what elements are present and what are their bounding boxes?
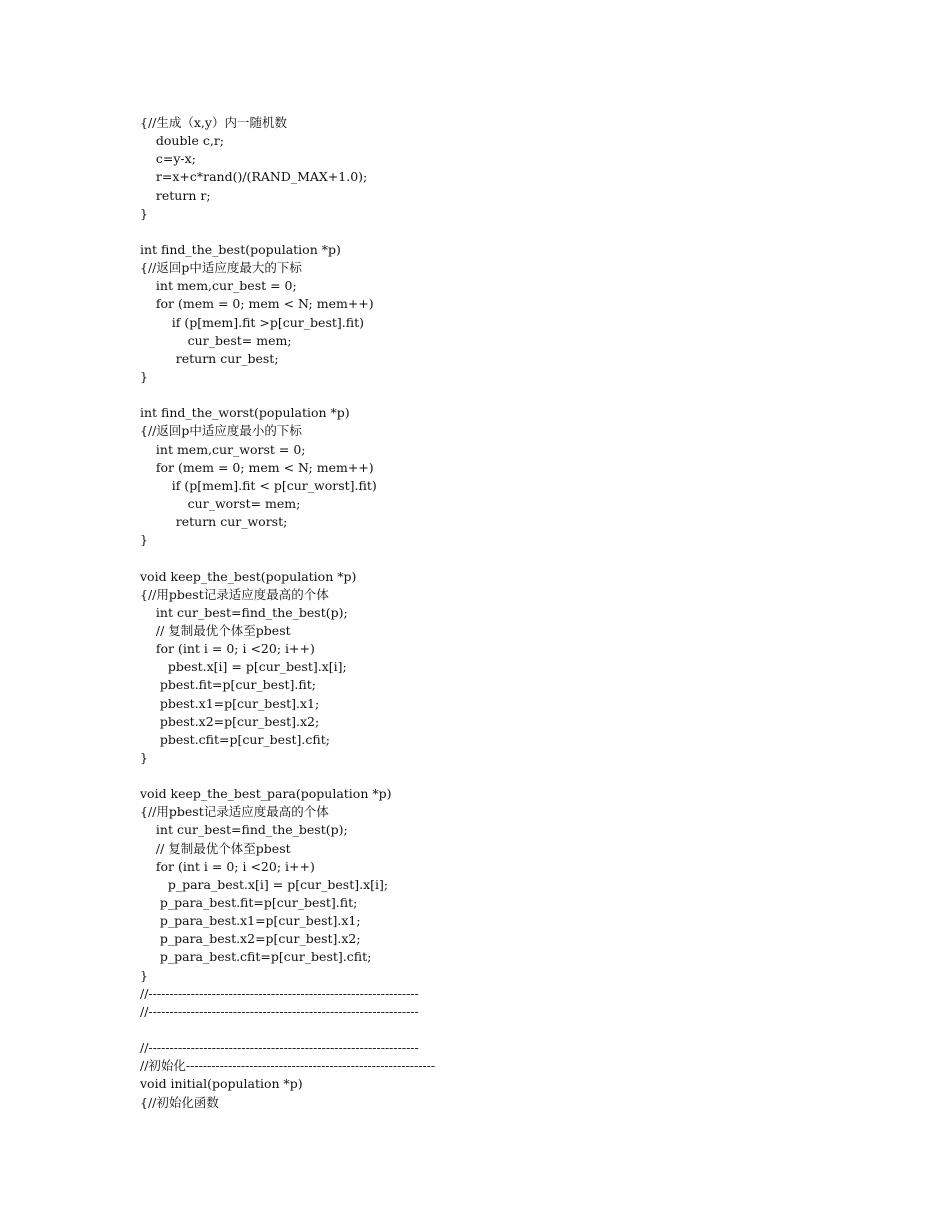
- code-line: //----------------------------------------------------------------: [140, 1003, 419, 1019]
- code-line: int mem,cur_best = 0;: [140, 278, 297, 294]
- code-line: cur_best= mem;: [140, 332, 292, 348]
- code-line: }: [140, 532, 148, 548]
- code-line: int find_the_worst(population *p): [140, 405, 350, 421]
- code-line: // 复制最优个体至pbest: [140, 840, 291, 856]
- code-line: return r;: [140, 187, 211, 203]
- code-line: int find_the_best(population *p): [140, 241, 341, 257]
- code-line: pbest.fit=p[cur_best].fit;: [140, 677, 316, 693]
- code-line: [140, 386, 920, 404]
- code-line: p_para_best.cfit=p[cur_best].cfit;: [140, 949, 372, 965]
- code-line: void keep_the_best(population *p): [140, 568, 357, 584]
- code-line: void keep_the_best_para(population *p): [140, 786, 392, 802]
- code-line: double c,r;: [140, 133, 225, 149]
- code-line: for (mem = 0; mem < N; mem++): [140, 459, 374, 475]
- code-line: {//返回p中适应度最小的下标: [140, 423, 302, 439]
- code-line: for (mem = 0; mem < N; mem++): [140, 296, 374, 312]
- code-line: if (p[mem].fit >p[cur_best].fit): [140, 314, 364, 330]
- code-line: pbest.x2=p[cur_best].x2;: [140, 713, 320, 729]
- code-line: [140, 549, 920, 567]
- code-line: }: [140, 967, 148, 983]
- code-line: for (int i = 0; i <20; i++): [140, 641, 315, 657]
- code-line: r=x+c*rand()/(RAND_MAX+1.0);: [140, 169, 368, 185]
- code-line: [140, 1021, 920, 1039]
- code-line: cur_worst= mem;: [140, 495, 301, 511]
- code-line: }: [140, 368, 148, 384]
- code-line: pbest.cfit=p[cur_best].cfit;: [140, 731, 330, 747]
- code-line: {//用pbest记录适应度最高的个体: [140, 586, 329, 602]
- code-line: [140, 767, 920, 785]
- code-line: //----------------------------------------------------------------: [140, 985, 419, 1001]
- code-line: c=y-x;: [140, 151, 196, 167]
- code-line: }: [140, 749, 148, 765]
- code-line: {//生成（x,y）内一随机数: [140, 115, 287, 130]
- code-line: p_para_best.x1=p[cur_best].x1;: [140, 913, 361, 929]
- code-line: {//初始化函数: [140, 1094, 219, 1110]
- code-line: p_para_best.x[i] = p[cur_best].x[i];: [140, 876, 389, 892]
- code-listing: [140, 114, 920, 1112]
- code-line: //初始化-----------------------------------------------------------: [140, 1058, 436, 1074]
- code-line: int mem,cur_worst = 0;: [140, 441, 306, 457]
- code-line: int cur_best=find_the_best(p);: [140, 822, 348, 838]
- code-line: void initial(population *p): [140, 1076, 303, 1092]
- code-line: }: [140, 205, 148, 221]
- code-line: return cur_worst;: [140, 514, 288, 530]
- code-line: pbest.x[i] = p[cur_best].x[i];: [140, 659, 347, 675]
- code-line: pbest.x1=p[cur_best].x1;: [140, 695, 320, 711]
- code-line: for (int i = 0; i <20; i++): [140, 858, 315, 874]
- code-line: [140, 223, 920, 241]
- code-line: p_para_best.x2=p[cur_best].x2;: [140, 931, 361, 947]
- code-line: {//返回p中适应度最大的下标: [140, 260, 302, 276]
- code-line: p_para_best.fit=p[cur_best].fit;: [140, 895, 358, 911]
- code-line: int cur_best=find_the_best(p);: [140, 604, 348, 620]
- code-line: {//用pbest记录适应度最高的个体: [140, 804, 329, 820]
- code-line: //----------------------------------------------------------------: [140, 1040, 419, 1056]
- code-line: // 复制最优个体至pbest: [140, 622, 291, 638]
- code-line: if (p[mem].fit < p[cur_worst].fit): [140, 477, 377, 493]
- code-line: return cur_best;: [140, 350, 279, 366]
